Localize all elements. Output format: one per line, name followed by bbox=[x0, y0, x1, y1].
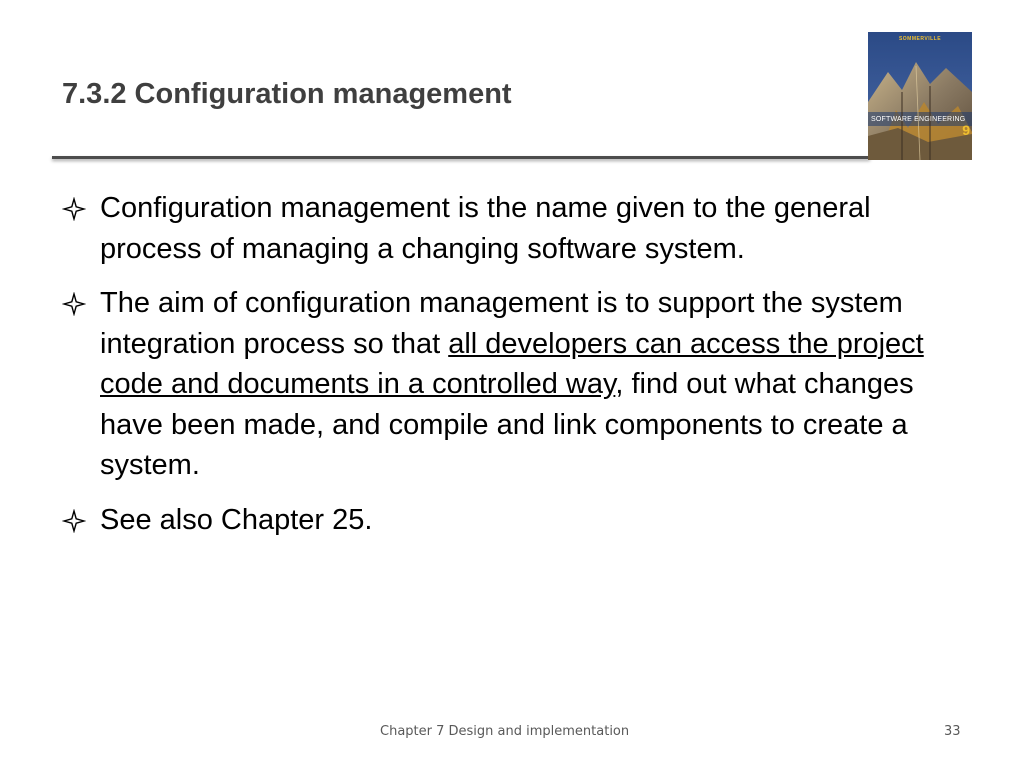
four-point-star-outline-icon bbox=[62, 509, 86, 533]
title-divider bbox=[52, 156, 870, 159]
bullet-text-start: The aim of configuration management is to support the system integration process so that bbox=[100, 287, 903, 360]
bullet-text-end: , find out what changes have been made, and compile and link components to create a system. bbox=[100, 368, 914, 481]
bullet-list bbox=[62, 188, 942, 554]
bullet-item bbox=[62, 188, 942, 269]
four-point-star-outline-icon bbox=[62, 292, 86, 316]
bullet-item bbox=[62, 500, 942, 541]
four-point-star-outline-icon bbox=[62, 197, 86, 221]
cover-edition: 9 bbox=[962, 122, 970, 138]
bullet-text: See also Chapter 25. bbox=[100, 503, 373, 536]
slide-footer: Chapter 7 Design and implementation bbox=[380, 724, 630, 739]
book-cover-art bbox=[868, 32, 972, 160]
slide-title: 7.3.2 Configuration management bbox=[62, 78, 512, 110]
page-number: 33 bbox=[944, 724, 961, 739]
cover-book-title: SOFTWARE ENGINEERING bbox=[871, 116, 966, 123]
bullet-text: Configuration management is the name given to the general process of managing a changing software system. bbox=[100, 192, 871, 265]
book-cover-image bbox=[868, 32, 972, 160]
bullet-item bbox=[62, 283, 942, 486]
cover-author: SOMMERVILLE bbox=[898, 36, 942, 42]
bullet-underlined-text: all developers can access the project code and documents in a controlled way bbox=[100, 327, 924, 400]
